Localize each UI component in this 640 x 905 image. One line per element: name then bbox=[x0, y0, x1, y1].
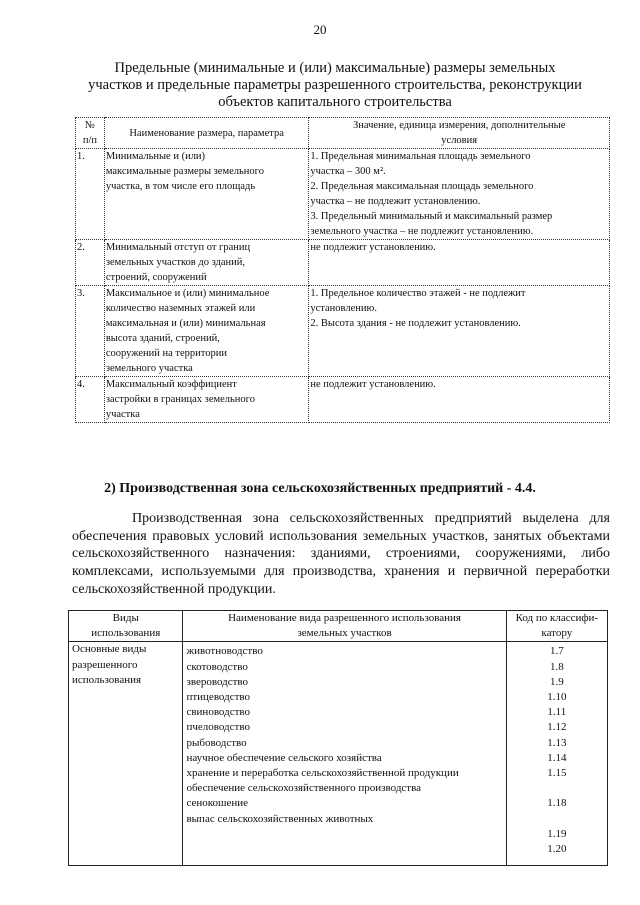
title-line: объектов капитального строительства bbox=[218, 94, 452, 110]
use-code: 1.11 bbox=[547, 706, 567, 719]
use-name: свиноводство bbox=[186, 706, 251, 719]
header-kind: Виды использования bbox=[69, 611, 183, 642]
use-name: хранение и переработка сельскохозяйственной продукции bbox=[186, 767, 459, 780]
table-row bbox=[76, 149, 610, 240]
use-name: птицеводство bbox=[186, 691, 251, 704]
header-use-name: Наименование вида разрешенного использования земельных участков bbox=[183, 611, 506, 642]
parameter-name: Минимальные и (или) максимальные размеры земельного участка, в том числе его площадь bbox=[104, 149, 309, 240]
land-use-table bbox=[68, 610, 608, 866]
use-name: рыбоводство bbox=[186, 736, 247, 749]
parameters-table bbox=[75, 117, 610, 423]
use-name: выпас сельскохозяйственных животных bbox=[186, 812, 374, 825]
table-row bbox=[69, 642, 608, 866]
header-value: Значение, единица измерения, дополнительные условия bbox=[309, 118, 610, 149]
table-row bbox=[76, 240, 610, 286]
parameters-table-body bbox=[76, 149, 610, 423]
use-code: 1.19 bbox=[547, 827, 567, 840]
zone-description-text: Производственная зона сельскохозяйственных предприятий выделена для обеспечения правовых условий использования земельных участков, занятых объектами сельскохозяйственного назначения: зданиями, строениями, сооружениями, либо комплексами, используемыми для производства, хранения и первичной переработки сельскохозяйственной продукции. bbox=[72, 511, 610, 597]
table-row bbox=[76, 286, 610, 377]
use-codes bbox=[506, 642, 607, 866]
use-code: 1.7 bbox=[549, 645, 564, 658]
header-num: № п/п bbox=[76, 118, 105, 149]
header-code: Код по классифи- катору bbox=[506, 611, 607, 642]
table-header-row bbox=[69, 611, 608, 642]
parameter-name: Максимальный коэффициент застройки в границах земельного участка bbox=[104, 377, 309, 423]
use-code: 1.20 bbox=[547, 843, 567, 856]
use-code: 1.18 bbox=[547, 797, 567, 810]
table-header-row bbox=[76, 118, 610, 149]
use-name: научное обеспечение сельского хозяйства bbox=[186, 751, 382, 764]
zone-description bbox=[72, 510, 610, 599]
use-name: животноводство bbox=[186, 645, 263, 658]
parameter-value: 1. Предельное количество этажей - не подлежит установлению. 2. Высота здания - не подлежит установлению. bbox=[309, 286, 610, 377]
use-name: сенокошение bbox=[186, 797, 249, 810]
parameter-value: не подлежит установлению. bbox=[309, 377, 610, 423]
title-line: участков и предельные параметры разрешенного строительства, реконструкции bbox=[88, 77, 582, 93]
use-code: 1.9 bbox=[549, 675, 564, 688]
row-number: 4. bbox=[76, 377, 105, 423]
parameter-value: 1. Предельная минимальная площадь земельного участка – 300 м². 2. Предельная максимальная площадь земельного участка – не подлежит установлению. 3. Предельный минимальный и максимальный размер земельного участка – не подлежит установлению. bbox=[309, 149, 610, 240]
use-code: 1.15 bbox=[547, 767, 567, 780]
use-code: 1.8 bbox=[549, 660, 564, 673]
use-name: скотоводство bbox=[186, 660, 248, 673]
row-number: 1. bbox=[76, 149, 105, 240]
table-title bbox=[70, 60, 600, 111]
row-number: 2. bbox=[76, 240, 105, 286]
parameter-name: Максимальное и (или) минимальное количество наземных этажей или максимальная и (или) минимальная высота зданий, строений, сооружений на территории земельного участка bbox=[104, 286, 309, 377]
parameter-name: Минимальный отступ от границ земельных участков до зданий, строений, сооружений bbox=[104, 240, 309, 286]
use-name: звероводство bbox=[186, 675, 249, 688]
title-line: Предельные (минимальные и (или) максимальные) размеры земельных bbox=[114, 60, 556, 76]
row-number: 3. bbox=[76, 286, 105, 377]
section-heading: 2) Производственная зона сельскохозяйственных предприятий - 4.4. bbox=[104, 481, 536, 496]
use-group: Основные виды разрешенного использования bbox=[69, 642, 183, 866]
use-name: обеспечение сельскохозяйственного производства bbox=[186, 782, 422, 795]
table-row bbox=[76, 377, 610, 423]
use-code: 1.12 bbox=[547, 721, 567, 734]
use-name: пчеловодство bbox=[186, 721, 250, 734]
use-code: 1.10 bbox=[547, 691, 567, 704]
use-code: 1.13 bbox=[547, 736, 567, 749]
page-number: 20 bbox=[313, 22, 327, 37]
use-code: 1.14 bbox=[547, 751, 567, 764]
header-name: Наименование размера, параметра bbox=[104, 118, 309, 149]
parameter-value: не подлежит установлению. bbox=[309, 240, 610, 286]
use-names bbox=[183, 642, 506, 866]
